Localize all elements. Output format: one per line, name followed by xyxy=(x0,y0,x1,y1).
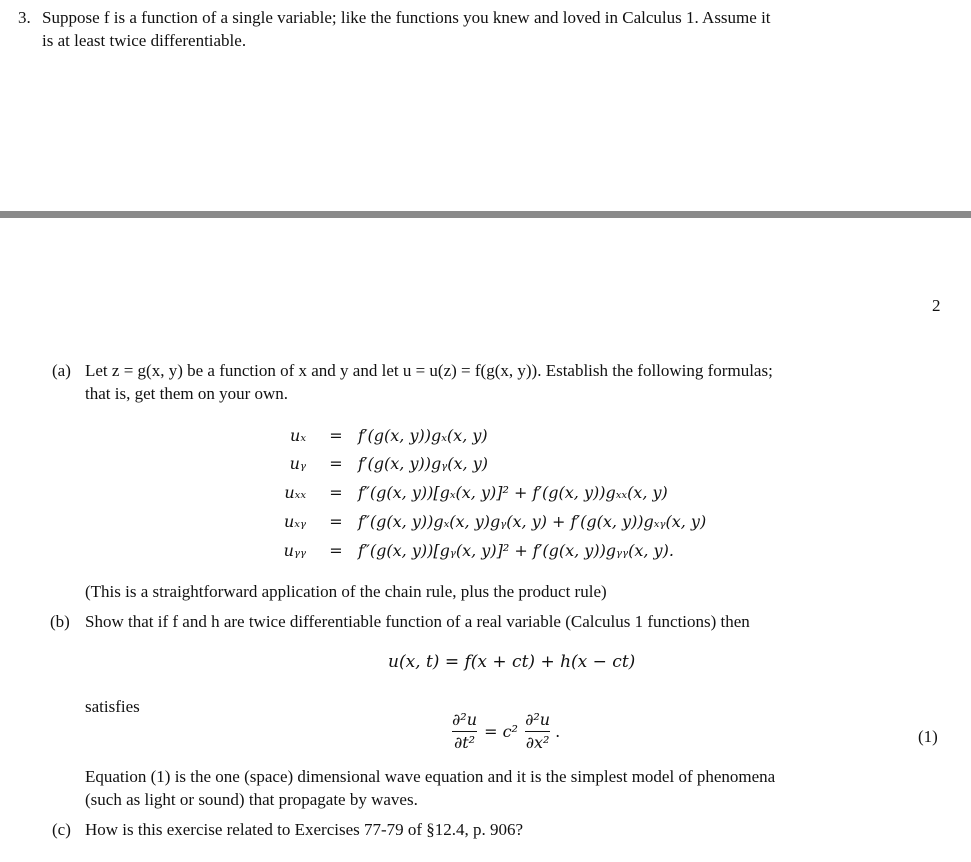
equation-number: (1) xyxy=(918,727,938,746)
wave-lhs-numerator: ∂²u xyxy=(452,710,477,729)
equation-lhs: uᵧ xyxy=(289,454,306,473)
equation-rhs: f″(g(x, y))gₓ(x, y)gᵧ(x, y) + f′(g(x, y))gₓᵧ(x, y) xyxy=(358,512,707,531)
equation-rhs: f″(g(x, y))[gₓ(x, y)]² + f′(g(x, y))gₓₓ(x, y) xyxy=(358,483,668,502)
equation-lhs: uₓᵧ xyxy=(283,512,306,531)
equation-row xyxy=(0,426,971,450)
part-b-label: (b) xyxy=(50,612,70,631)
equation-sign: = xyxy=(329,454,343,473)
wave-equals: = c² xyxy=(484,722,518,741)
equation-lhs: uₓ xyxy=(290,426,306,445)
problem-text-line1: Suppose f is a function of a single variable; like the functions you knew and loved in Calculus 1. Assume it xyxy=(42,8,771,27)
page-number: 2 xyxy=(932,296,941,315)
equation-sign: = xyxy=(329,541,343,560)
equation-sign: = xyxy=(329,512,343,531)
wave-rhs-numerator: ∂²u xyxy=(525,710,551,729)
part-a-label: (a) xyxy=(52,361,71,380)
problem-number: 3. xyxy=(18,8,31,27)
part-a-note: (This is a straightforward application of the chain rule, plus the product rule) xyxy=(85,582,607,601)
wave-equation xyxy=(452,710,560,753)
satisfies-text: satisfies xyxy=(85,697,140,716)
equation-lhs: uᵧᵧ xyxy=(283,541,306,560)
equation-row xyxy=(0,512,971,536)
equation-rhs: f″(g(x, y))[gᵧ(x, y)]² + f′(g(x, y))gᵧᵧ(x, y). xyxy=(358,541,674,560)
problem-text-line2: is at least twice differentiable. xyxy=(42,31,247,50)
equation-row xyxy=(0,541,971,565)
equation-rhs: f′(g(x, y))gₓ(x, y) xyxy=(358,426,488,445)
equation-sign: = xyxy=(329,483,343,502)
part-b-line1: Show that if f and h are twice differentiable function of a real variable (Calculus 1 functions) then xyxy=(85,612,750,631)
wave-rhs-fraction xyxy=(525,710,550,753)
part-a-line1: Let z = g(x, y) be a function of x and y and let u = u(z) = f(g(x, y)). Establish the following formulas; xyxy=(85,361,773,380)
wave-period: . xyxy=(555,722,561,741)
equation-row xyxy=(0,454,971,478)
wave-lhs-fraction xyxy=(452,710,477,753)
wave-lhs-denominator: ∂t² xyxy=(453,733,476,752)
part-b-para-line2: (such as light or sound) that propagate by waves. xyxy=(85,790,418,809)
equation-sign: = xyxy=(329,426,343,445)
equation-rhs: f′(g(x, y))gᵧ(x, y) xyxy=(358,454,488,473)
equation-row xyxy=(0,483,971,507)
page-divider xyxy=(0,211,971,218)
part-a-line2: that is, get them on your own. xyxy=(85,384,289,403)
display-equation: u(x, t) = f(x + ct) + h(x − ct) xyxy=(388,652,636,672)
wave-rhs-denominator: ∂x² xyxy=(525,733,550,752)
part-c-label: (c) xyxy=(52,820,71,839)
equation-lhs: uₓₓ xyxy=(284,483,306,502)
part-b-para-line1: Equation (1) is the one (space) dimensional wave equation and it is the simplest model of phenomena xyxy=(85,767,776,786)
part-c-line1: How is this exercise related to Exercises 77-79 of §12.4, p. 906? xyxy=(85,820,524,839)
